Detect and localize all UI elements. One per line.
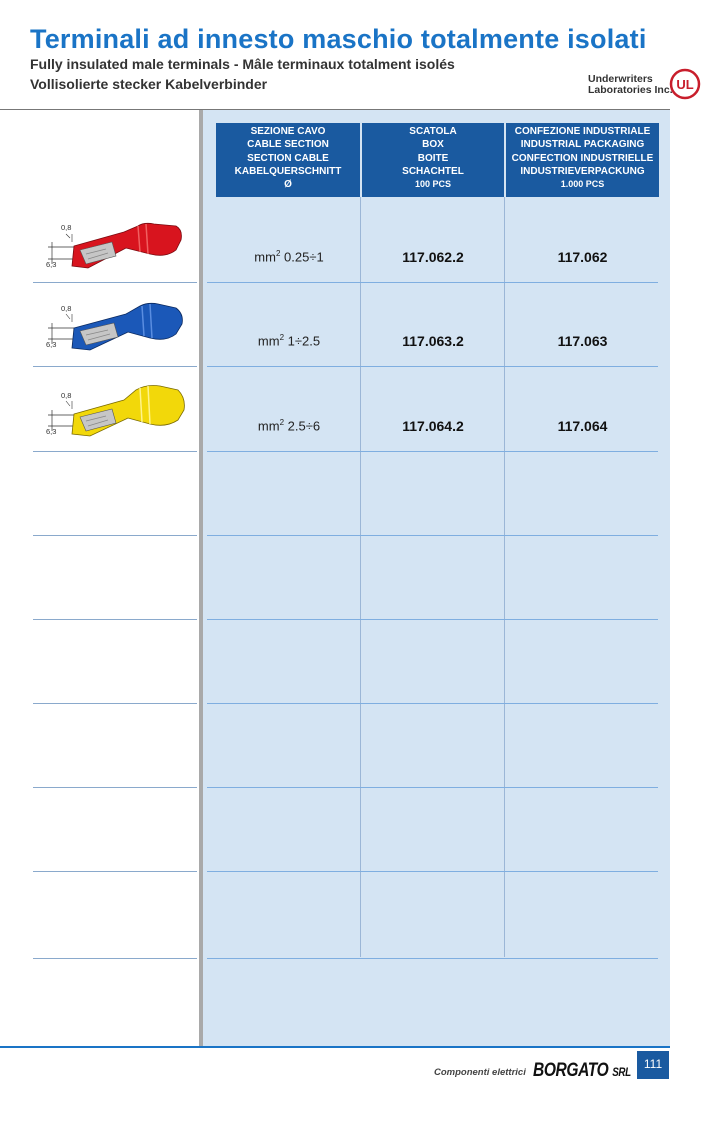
terminal-red-image xyxy=(36,216,186,272)
svg-text:UL: UL xyxy=(676,77,694,92)
svg-text:6,3: 6,3 xyxy=(46,340,57,349)
ul-logo-icon xyxy=(669,68,701,100)
footer-tagline: Componenti elettrici xyxy=(434,1067,526,1078)
row-divider xyxy=(33,958,197,959)
terminal-yellow-image xyxy=(36,384,186,440)
box-code: 117.063.2 xyxy=(402,333,464,349)
row-divider xyxy=(207,703,658,704)
header-box: SCATOLA BOX BOITE SCHACHTEL 100 PCS xyxy=(362,123,504,197)
svg-text:0,8: 0,8 xyxy=(61,223,72,232)
svg-text:6,3: 6,3 xyxy=(46,427,57,436)
column-divider xyxy=(504,197,505,957)
row-divider xyxy=(207,787,658,788)
row-divider xyxy=(33,366,197,367)
left-divider xyxy=(199,110,203,1047)
brand-logo: BORGATO SRL xyxy=(533,1060,631,1081)
svg-text:6,3: 6,3 xyxy=(46,260,57,269)
subtitle-de: Vollisolierte stecker Kabelverbinder xyxy=(30,76,268,92)
svg-text:0,8: 0,8 xyxy=(61,304,72,313)
industrial-code: 117.063 xyxy=(557,333,608,349)
box-code: 117.064.2 xyxy=(402,418,464,434)
section-value: $mm^2$ 2.5÷6 xyxy=(257,418,321,434)
row-divider xyxy=(33,619,197,620)
section-value: $mm^2$ 1÷2.5 xyxy=(257,333,321,349)
row-divider xyxy=(207,958,658,959)
row-divider xyxy=(33,787,197,788)
section-value: $mm^2$ 0.25÷1 xyxy=(254,249,324,265)
header-industrial: CONFEZIONE INDUSTRIALE INDUSTRIAL PACKAGING CONFECTION INDUSTRIELLE INDUSTRIEVERPACKUNG 1.000 PCS xyxy=(506,123,659,197)
row-divider xyxy=(207,619,658,620)
industrial-code: 117.064 xyxy=(557,418,608,434)
row-divider xyxy=(33,451,197,452)
row-divider xyxy=(207,535,658,536)
page-title: Terminali ad innesto maschio totalmente isolati xyxy=(30,24,647,54)
row-divider xyxy=(33,535,197,536)
ul-label: Underwriters Laboratories Inc. xyxy=(588,73,673,96)
row-divider xyxy=(33,282,197,283)
column-divider xyxy=(360,197,361,957)
row-divider xyxy=(33,703,197,704)
subtitle-en-fr: Fully insulated male terminals - Mâle terminaux totalment isolés xyxy=(30,56,455,72)
terminal-blue-image xyxy=(36,300,186,356)
box-code: 117.062.2 xyxy=(402,249,464,265)
svg-text:0,8: 0,8 xyxy=(61,391,72,400)
row-divider xyxy=(207,366,658,367)
footer-divider xyxy=(0,1046,670,1048)
row-divider xyxy=(207,871,658,872)
row-divider xyxy=(207,282,658,283)
row-divider xyxy=(207,451,658,452)
row-divider xyxy=(33,871,197,872)
page-number: 111 xyxy=(637,1051,669,1079)
industrial-code: 117.062 xyxy=(557,249,608,265)
header-section: SEZIONE CAVO CABLE SECTION SECTION CABLE KABELQUERSCHNITT Ø xyxy=(216,123,360,197)
